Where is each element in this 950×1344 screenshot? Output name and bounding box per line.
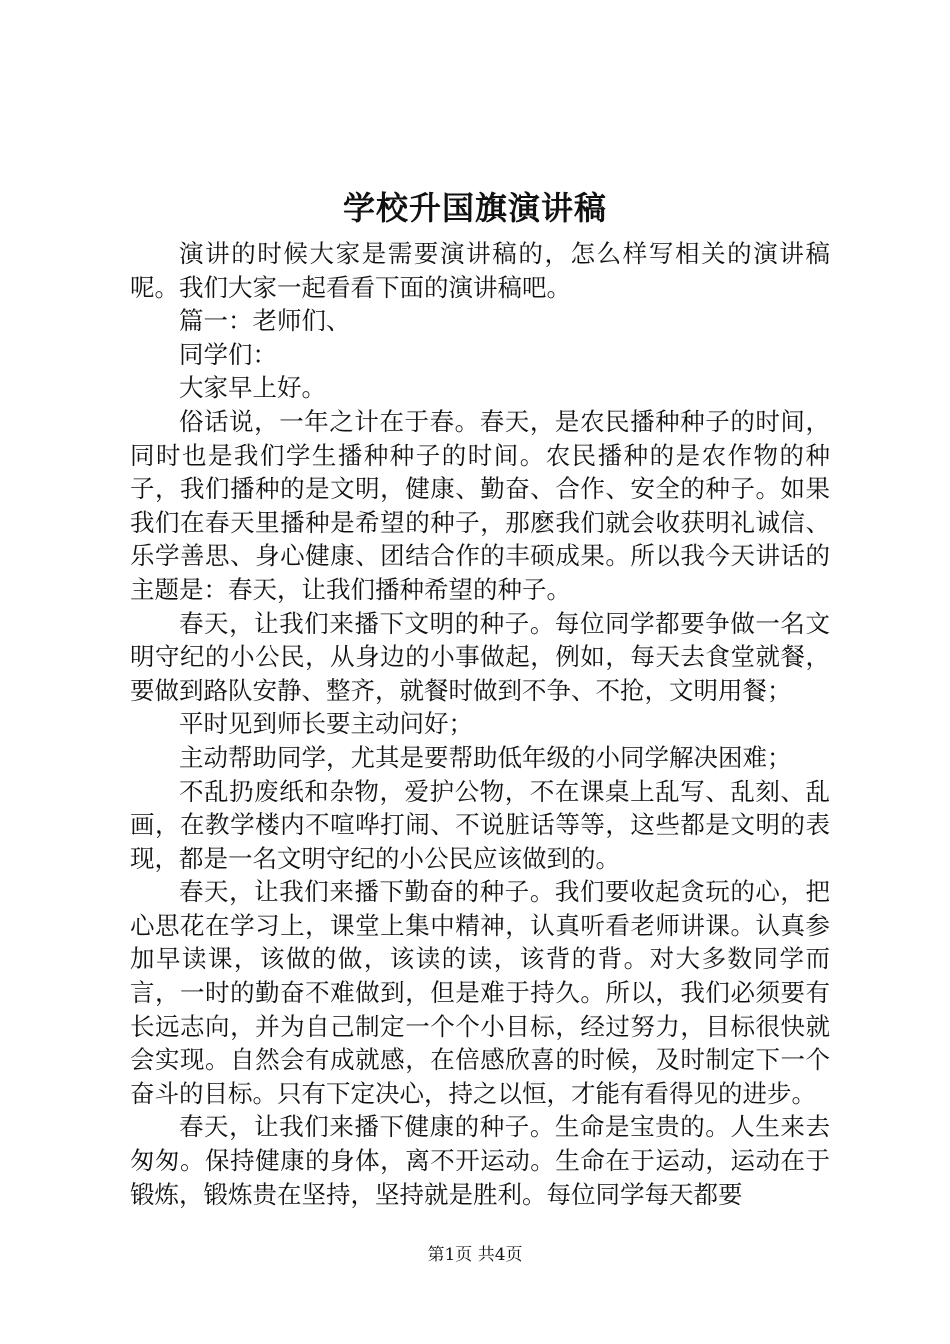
paragraph: 演讲的时候大家是需要演讲稿的，怎么样写相关的演讲稿呢。我们大家一起看看下面的演讲稿吧。: [130, 239, 830, 302]
paragraph: 平时见到师长要主动问好；: [179, 709, 473, 739]
document-body: [130, 237, 830, 1211]
page-number-footer: 第1页 共4页: [427, 1245, 523, 1265]
paragraph: 春天，让我们来播下文明的种子。每位同学都要争做一名文明守纪的小公民，从身边的小事做起，例如，每天去食堂就餐，要做到路队安静、整齐，就餐时做到不争、不抢，文明用餐；: [130, 608, 830, 705]
paragraph: 主动帮助同学，尤其是要帮助低年级的小同学解决困难；: [179, 742, 792, 772]
paragraph: 同学们：: [179, 339, 277, 369]
paragraph: 篇一：老师们、: [179, 306, 351, 336]
paragraph: 春天，让我们来播下健康的种子。生命是宝贵的。人生来去匆匆。保持健康的身体，离不开运动。生命在于运动，运动在于锻炼，锻炼贵在坚持，坚持就是胜利。每位同学每天都要: [130, 1112, 830, 1209]
paragraph: 大家早上好。: [179, 373, 326, 403]
paragraph: 春天，让我们来播下勤奋的种子。我们要收起贪玩的心，把心思花在学习上，课堂上集中精神，认真听看老师讲课。认真参加早读课，该做的做，该读的读，该背的背。对大多数同学而言，一时的勤奋不难做到，但是难于持久。所以，我们必须要有长远志向，并为自己制定一个个小目标，经过努力，目标很快就会实现。自然会有成就感，在倍感欣喜的时候，及时制定下一个奋斗的目标。只有下定决心，持之以恒，才能有看得见的进步。: [130, 877, 830, 1108]
paragraph: 不乱扔废纸和杂物，爱护公物，不在课桌上乱写、乱刻、乱画，在教学楼内不喧哗打闹、不说脏话等等，这些都是文明的表现，都是一名文明守纪的小公民应该做到的。: [130, 776, 830, 873]
document-title: 学校升国旗演讲稿: [342, 189, 607, 227]
paragraph: 俗话说，一年之计在于春。春天，是农民播种种子的时间，同时也是我们学生播种种子的时间。农民播种的是农作物的种子，我们播种的是文明，健康、勤奋、合作、安全的种子。如果我们在春天里播种是希望的种子，那麽我们就会收获明礼诚信、乐学善思、身心健康、团结合作的丰硕成果。所以我今天讲话的主题是：春天，让我们播种希望的种子。: [130, 406, 830, 604]
